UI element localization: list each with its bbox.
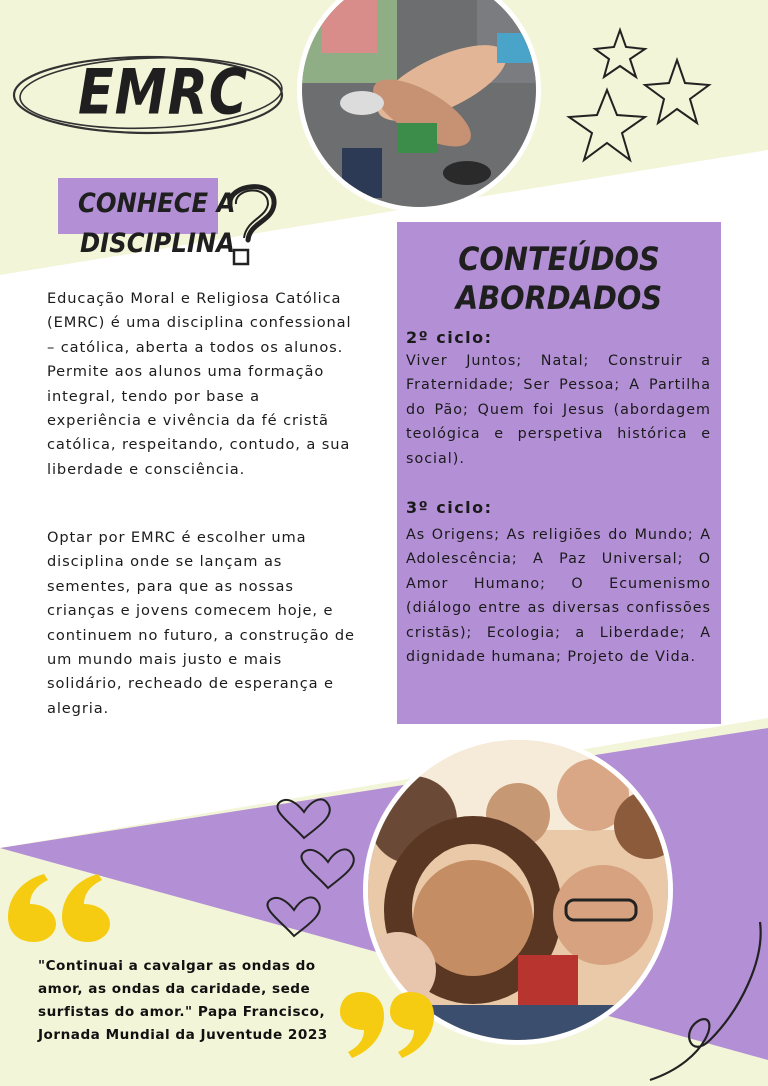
cycle2-title: 2º ciclo: — [406, 328, 493, 347]
cycle3-title: 3º ciclo: — [406, 498, 493, 517]
intro-paragraph-1: Educação Moral e Religiosa Católica (EMRC) é uma disciplina confessional – católica, aberta a todos os alunos. Permite aos alunos uma formação integral, tendo por base a experiência e vivência da fé cristã católica, respeitando, contudo, a sua liberdade e consciência. — [47, 290, 352, 478]
intro-paragraph-2: Optar por EMRC é escolher uma disciplina onde se lançam as sementes, para que as nossas crianças e jovens comecem hoje, e continuem no futuro, a construção de um mundo mais justo e mais solidário, recheado de esperança e alegria. — [47, 529, 355, 717]
contents-title-line1: CONTEÚDOS — [458, 240, 660, 278]
close-quote-icon — [338, 990, 438, 1062]
cycle2-text: Viver Juntos; Natal; Construir a Fraternidade; Ser Pessoa; A Partilha do Pão; Quem foi Jesus (abordagem teológica e perspetiva histórica e social). — [406, 353, 711, 467]
cycle3-text: As Origens; As religiões do Mundo; A Adolescência; A Paz Universal; O Amor Humano; O Ecumenismo (diálogo entre as diversas confissões cristãs); Ecologia; a Liberdade; A dignidade humana; Projeto de Vida. — [406, 527, 711, 666]
heading-line1: CONHECE A — [78, 188, 236, 219]
stars-icon — [565, 25, 725, 165]
hearts-icon — [262, 796, 372, 946]
contents-panel — [397, 222, 721, 724]
open-quote-icon — [6, 872, 116, 952]
question-mark-icon — [218, 176, 284, 272]
heading-line2: DISCIPLINA — [80, 228, 235, 259]
quote-text: "Continuai a cavalgar as ondas do amor, as ondas da caridade, sede surfistas do amor." Papa Francisco, Jornada Mundial da Juventude 2023 — [38, 958, 328, 1043]
logo-text: EMRC — [78, 55, 249, 129]
swirl-line-decoration — [590, 920, 768, 1086]
contents-title-line2: ABORDADOS — [455, 279, 663, 317]
